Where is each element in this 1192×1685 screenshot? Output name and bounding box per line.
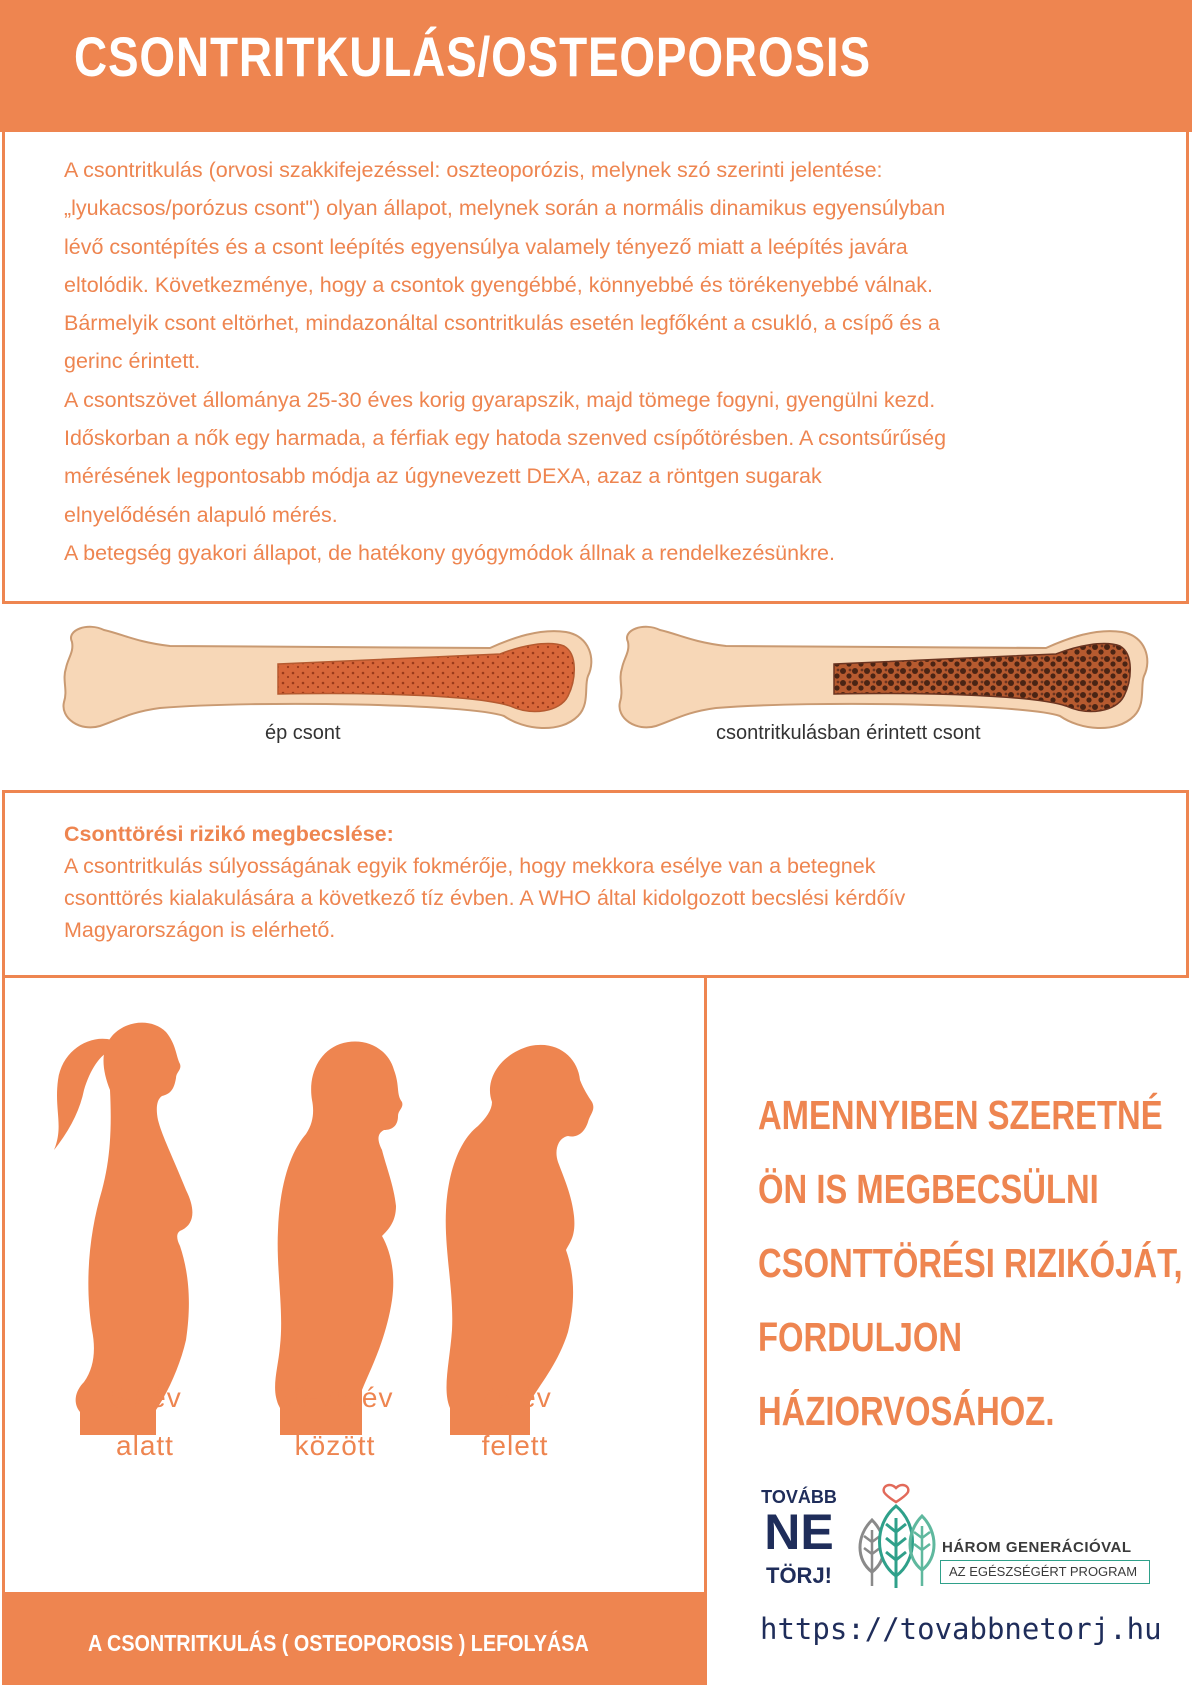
logo2-line2-box <box>940 1560 1150 1584</box>
affected-bone-label: csontritkulásban érintett csont <box>716 722 981 744</box>
age-label-elderly <box>440 1374 590 1470</box>
logo1-line1: TOVÁBB <box>761 1487 837 1507</box>
risk-line: A csontritkulás súlyosságának egyik fokmérője, hogy mekkora esélye van a betegnek <box>64 854 876 878</box>
cta-line: ÖN IS MEGBECSÜLNI <box>758 1166 1099 1212</box>
age-elderly-line2: felett <box>481 1430 549 1461</box>
age-elderly-line1: 75 év <box>478 1382 552 1413</box>
ponytail <box>54 1039 112 1150</box>
healthy-bone-label: ép csont <box>265 722 341 744</box>
risk-text <box>64 818 1144 946</box>
intro-line: elnyelődésén alapuló mérés. <box>64 502 338 527</box>
intro-line: A csontritkulás (orvosi szakkifejezéssel: oszteoporózis, melynek szó szerinti jelentése: <box>64 158 883 182</box>
age-label-middle <box>250 1374 420 1470</box>
intro-text <box>64 151 1144 572</box>
logo2-line1: HÁROM GENERÁCIÓVAL <box>942 1539 1132 1556</box>
age-middle-line2: között <box>294 1430 376 1461</box>
intro-line: mérésének legpontosabb módja az úgynevezett DEXA, azaz a röntgen sugarak <box>64 464 822 489</box>
affected-bone <box>619 627 1147 728</box>
intro-line: eltolódik. Következménye, hogy a csontok gyengébbé, könnyebbé és törékenyebbé válnak. <box>64 272 933 297</box>
intro-line: A betegség gyakori állapot, de hatékony gyógymódok állnak a rendelkezésünkre. <box>64 540 835 565</box>
intro-line: A csontszövet állománya 25-30 éves korig gyarapszik, majd tömege fogyni, gyengülni kezd. <box>64 387 936 412</box>
intro-line: gerinc érintett. <box>64 349 201 374</box>
cta-line: FORDULJON <box>758 1314 963 1360</box>
intro-line: Bármelyik csont eltörhet, mindazonáltal csontritkulás esetén legfőként a csukló, a csípő és a <box>64 311 940 336</box>
footer-caption: A CSONTRITKULÁS ( OSTEOPOROSIS ) LEFOLYÁSA <box>88 1630 589 1656</box>
intro-line: Időskorban a nők egy harmada, a férfiak egy hatoda szenved csípőtörésben. A csontsűrűség <box>64 426 947 451</box>
cta-line: AMENNYIBEN SZERETNÉ <box>758 1092 1163 1138</box>
risk-line: csonttörés kialakulására a következő tíz évben. A WHO által kidolgozott becslési kérdőív <box>64 886 906 910</box>
logo1-line3: TÖRJ! <box>766 1563 832 1588</box>
cta-line: CSONTTÖRÉSI RIZIKÓJÁT, <box>758 1240 1183 1286</box>
risk-heading: Csonttörési rizikó megbecslése: <box>64 822 394 846</box>
bones-illustration <box>0 620 1192 750</box>
posture-figures <box>40 1010 680 1480</box>
intro-line: „lyukacsos/porózus csont") olyan állapot, melynek során a normális dinamikus egyensúlyban <box>64 196 946 221</box>
cta-line: HÁZIORVOSÁHOZ. <box>758 1388 1055 1434</box>
page-title: CSONTRITKULÁS/OSTEOPOROSIS <box>74 25 871 88</box>
logo1-line2: NE <box>764 1504 834 1560</box>
age-middle-line1: 50-75 év <box>276 1382 394 1413</box>
call-to-action <box>758 1078 1183 1448</box>
age-young-line1: 50 év <box>108 1382 182 1413</box>
bone-graphics <box>0 620 1192 750</box>
trees-icon <box>850 1480 942 1590</box>
logo2-line2: AZ EGÉSZSÉGÉRT PROGRAM <box>949 1564 1138 1579</box>
tovabb-ne-torj-logo <box>758 1487 840 1597</box>
healthy-bone <box>63 627 591 728</box>
harom-generacioval-logo <box>850 1480 1150 1590</box>
age-label-young <box>70 1374 220 1470</box>
intro-line: lévő csontépítés és a csont leépítés egyensúlya valamely tényező miatt a leépítés javára <box>64 234 908 259</box>
website-link[interactable]: https://tovabbnetorj.hu <box>760 1612 1162 1646</box>
age-young-line2: alatt <box>116 1430 174 1461</box>
risk-line: Magyarországon is elérhető. <box>64 918 336 942</box>
title-bar <box>0 0 1192 132</box>
